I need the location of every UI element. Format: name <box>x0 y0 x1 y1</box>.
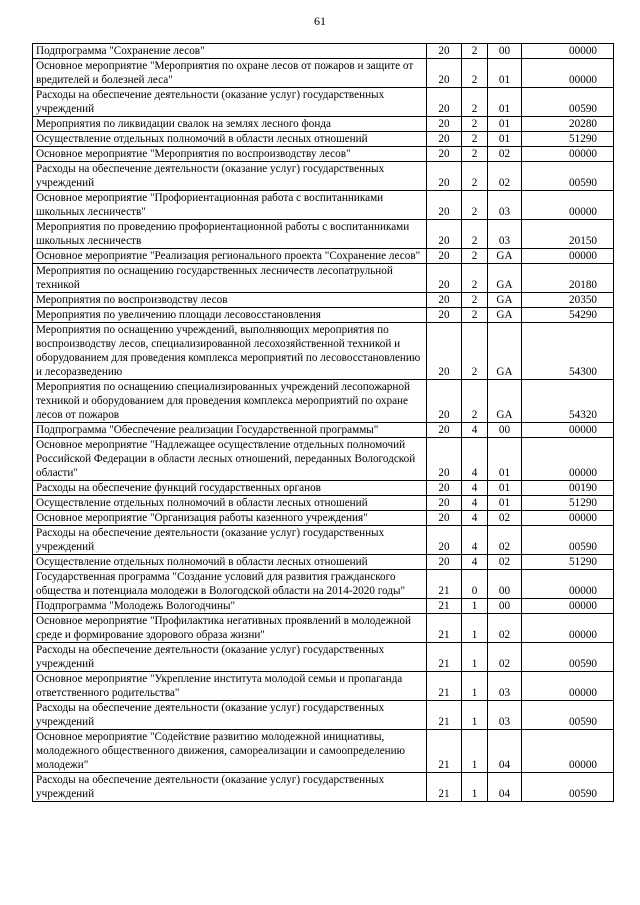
direction-code-cell: 20280 <box>522 117 614 132</box>
activity-code-cell: 04 <box>488 730 522 773</box>
subprogram-code-cell: 2 <box>462 162 488 191</box>
table-row <box>33 599 614 614</box>
direction-code-cell: 00000 <box>522 191 614 220</box>
program-code-cell: 20 <box>427 132 462 147</box>
row-name-cell: Расходы на обеспечение деятельности (оказание услуг) государственных учреждений <box>33 162 427 191</box>
subprogram-code-cell: 1 <box>462 614 488 643</box>
direction-code-cell: 00000 <box>522 672 614 701</box>
activity-code-cell: 01 <box>488 88 522 117</box>
subprogram-code-cell: 4 <box>462 423 488 438</box>
subprogram-code-cell: 2 <box>462 249 488 264</box>
direction-code-cell: 54290 <box>522 308 614 323</box>
table-row <box>33 220 614 249</box>
subprogram-code-cell: 2 <box>462 132 488 147</box>
table-row <box>33 773 614 802</box>
program-code-cell: 20 <box>427 59 462 88</box>
direction-code-cell: 00000 <box>522 44 614 59</box>
activity-code-cell: GA <box>488 293 522 308</box>
table-row <box>33 117 614 132</box>
table-row <box>33 44 614 59</box>
direction-code-cell: 54300 <box>522 323 614 380</box>
program-code-cell: 21 <box>427 599 462 614</box>
direction-code-cell: 00000 <box>522 570 614 599</box>
direction-code-cell: 00590 <box>522 643 614 672</box>
row-name-cell: Основное мероприятие "Укрепление института молодой семьи и пропаганда ответственного родительства" <box>33 672 427 701</box>
budget-table <box>32 43 614 802</box>
program-code-cell: 20 <box>427 438 462 481</box>
table-row <box>33 555 614 570</box>
program-code-cell: 21 <box>427 672 462 701</box>
row-name-cell: Основное мероприятие "Профориентационная работа с воспитанниками школьных лесничеств" <box>33 191 427 220</box>
activity-code-cell: 02 <box>488 147 522 162</box>
row-name-cell: Расходы на обеспечение деятельности (оказание услуг) государственных учреждений <box>33 773 427 802</box>
row-name-cell: Мероприятия по воспроизводству лесов <box>33 293 427 308</box>
direction-code-cell: 00000 <box>522 249 614 264</box>
table-row <box>33 438 614 481</box>
subprogram-code-cell: 2 <box>462 117 488 132</box>
row-name-cell: Основное мероприятие "Мероприятия по воспроизводству лесов" <box>33 147 427 162</box>
activity-code-cell: 01 <box>488 438 522 481</box>
table-row <box>33 481 614 496</box>
subprogram-code-cell: 1 <box>462 599 488 614</box>
row-name-cell: Расходы на обеспечение деятельности (оказание услуг) государственных учреждений <box>33 701 427 730</box>
program-code-cell: 20 <box>427 220 462 249</box>
row-name-cell: Основное мероприятие "Мероприятия по охране лесов от пожаров и защите от вредителей и болезней леса" <box>33 59 427 88</box>
program-code-cell: 20 <box>427 293 462 308</box>
activity-code-cell: 03 <box>488 701 522 730</box>
subprogram-code-cell: 2 <box>462 380 488 423</box>
subprogram-code-cell: 1 <box>462 701 488 730</box>
subprogram-code-cell: 4 <box>462 555 488 570</box>
row-name-cell: Основное мероприятие "Содействие развитию молодежной инициативы, молодежного общественного движения, самореализации и самоопределению молодежи" <box>33 730 427 773</box>
table-row <box>33 323 614 380</box>
activity-code-cell: 02 <box>488 614 522 643</box>
row-name-cell: Государственная программа "Создание условий для развития гражданского общества и потенциала молодежи в Вологодской области на 2014-2020 годы" <box>33 570 427 599</box>
activity-code-cell: 02 <box>488 555 522 570</box>
subprogram-code-cell: 2 <box>462 44 488 59</box>
row-name-cell: Мероприятия по оснащению учреждений, выполняющих мероприятия по воспроизводству лесов, специализированной лесохозяйственной техникой и оборудованием для проведения комплекса мероприятий по лесовосстановлению и лесоразведению <box>33 323 427 380</box>
direction-code-cell: 00000 <box>522 730 614 773</box>
subprogram-code-cell: 4 <box>462 496 488 511</box>
activity-code-cell: 00 <box>488 44 522 59</box>
row-name-cell: Основное мероприятие "Профилактика негативных проявлений в молодежной среде и формирование здорового образа жизни" <box>33 614 427 643</box>
row-name-cell: Мероприятия по оснащению специализированных учреждений лесопожарной техникой и оборудованием для проведения комплекса мероприятий по охране лесов от пожаров <box>33 380 427 423</box>
direction-code-cell: 00000 <box>522 599 614 614</box>
row-name-cell: Расходы на обеспечение деятельности (оказание услуг) государственных учреждений <box>33 526 427 555</box>
subprogram-code-cell: 2 <box>462 220 488 249</box>
program-code-cell: 21 <box>427 773 462 802</box>
table-row <box>33 380 614 423</box>
direction-code-cell: 00000 <box>522 423 614 438</box>
row-name-cell: Осуществление отдельных полномочий в области лесных отношений <box>33 496 427 511</box>
row-name-cell: Мероприятия по проведению профориентационной работы с воспитанниками школьных лесничеств <box>33 220 427 249</box>
direction-code-cell: 00590 <box>522 526 614 555</box>
activity-code-cell: 04 <box>488 773 522 802</box>
program-code-cell: 20 <box>427 88 462 117</box>
activity-code-cell: 02 <box>488 511 522 526</box>
table-row <box>33 162 614 191</box>
row-name-cell: Основное мероприятие "Надлежащее осуществление отдельных полномочий Российской Федерации в области лесных отношений, переданных Вологодской области" <box>33 438 427 481</box>
table-row <box>33 423 614 438</box>
activity-code-cell: GA <box>488 264 522 293</box>
activity-code-cell: 00 <box>488 423 522 438</box>
subprogram-code-cell: 1 <box>462 730 488 773</box>
row-name-cell: Основное мероприятие "Организация работы казенного учреждения" <box>33 511 427 526</box>
program-code-cell: 21 <box>427 730 462 773</box>
table-row <box>33 511 614 526</box>
direction-code-cell: 00590 <box>522 701 614 730</box>
budget-table-body <box>33 44 614 802</box>
activity-code-cell: 01 <box>488 481 522 496</box>
subprogram-code-cell: 1 <box>462 643 488 672</box>
direction-code-cell: 00590 <box>522 162 614 191</box>
row-name-cell: Подпрограмма "Сохранение лесов" <box>33 44 427 59</box>
row-name-cell: Расходы на обеспечение деятельности (оказание услуг) государственных учреждений <box>33 643 427 672</box>
subprogram-code-cell: 4 <box>462 511 488 526</box>
activity-code-cell: 02 <box>488 526 522 555</box>
activity-code-cell: GA <box>488 323 522 380</box>
table-row <box>33 526 614 555</box>
direction-code-cell: 20350 <box>522 293 614 308</box>
direction-code-cell: 51290 <box>522 132 614 147</box>
page-number: 61 <box>314 14 326 28</box>
program-code-cell: 20 <box>427 423 462 438</box>
table-row <box>33 643 614 672</box>
activity-code-cell: 03 <box>488 191 522 220</box>
table-row <box>33 570 614 599</box>
row-name-cell: Мероприятия по оснащению государственных лесничеств лесопатрульной техникой <box>33 264 427 293</box>
activity-code-cell: 01 <box>488 59 522 88</box>
direction-code-cell: 20180 <box>522 264 614 293</box>
subprogram-code-cell: 2 <box>462 147 488 162</box>
table-row <box>33 88 614 117</box>
subprogram-code-cell: 2 <box>462 88 488 117</box>
row-name-cell: Расходы на обеспечение функций государственных органов <box>33 481 427 496</box>
direction-code-cell: 51290 <box>522 496 614 511</box>
program-code-cell: 20 <box>427 555 462 570</box>
direction-code-cell: 00000 <box>522 59 614 88</box>
activity-code-cell: 01 <box>488 117 522 132</box>
row-name-cell: Расходы на обеспечение деятельности (оказание услуг) государственных учреждений <box>33 88 427 117</box>
program-code-cell: 20 <box>427 496 462 511</box>
direction-code-cell: 00590 <box>522 773 614 802</box>
subprogram-code-cell: 4 <box>462 481 488 496</box>
program-code-cell: 20 <box>427 323 462 380</box>
subprogram-code-cell: 1 <box>462 672 488 701</box>
direction-code-cell: 00590 <box>522 88 614 117</box>
program-code-cell: 20 <box>427 117 462 132</box>
activity-code-cell: 01 <box>488 496 522 511</box>
row-name-cell: Основное мероприятие "Реализация регионального проекта "Сохранение лесов" <box>33 249 427 264</box>
program-code-cell: 21 <box>427 643 462 672</box>
subprogram-code-cell: 2 <box>462 323 488 380</box>
table-row <box>33 672 614 701</box>
table-row <box>33 147 614 162</box>
table-row <box>33 308 614 323</box>
program-code-cell: 20 <box>427 511 462 526</box>
table-row <box>33 191 614 220</box>
table-row <box>33 264 614 293</box>
table-row <box>33 132 614 147</box>
direction-code-cell: 00000 <box>522 438 614 481</box>
program-code-cell: 21 <box>427 570 462 599</box>
row-name-cell: Подпрограмма "Молодежь Вологодчины" <box>33 599 427 614</box>
subprogram-code-cell: 2 <box>462 191 488 220</box>
direction-code-cell: 20150 <box>522 220 614 249</box>
program-code-cell: 20 <box>427 526 462 555</box>
activity-code-cell: 02 <box>488 162 522 191</box>
table-row <box>33 59 614 88</box>
program-code-cell: 20 <box>427 44 462 59</box>
program-code-cell: 20 <box>427 191 462 220</box>
subprogram-code-cell: 4 <box>462 438 488 481</box>
activity-code-cell: 00 <box>488 599 522 614</box>
row-name-cell: Мероприятия по увеличению площади лесовосстановления <box>33 308 427 323</box>
direction-code-cell: 00000 <box>522 511 614 526</box>
program-code-cell: 20 <box>427 249 462 264</box>
activity-code-cell: 00 <box>488 570 522 599</box>
subprogram-code-cell: 2 <box>462 264 488 293</box>
table-row <box>33 614 614 643</box>
program-code-cell: 20 <box>427 308 462 323</box>
program-code-cell: 20 <box>427 264 462 293</box>
row-name-cell: Осуществление отдельных полномочий в области лесных отношений <box>33 555 427 570</box>
program-code-cell: 20 <box>427 380 462 423</box>
direction-code-cell: 54320 <box>522 380 614 423</box>
table-row <box>33 293 614 308</box>
direction-code-cell: 00190 <box>522 481 614 496</box>
subprogram-code-cell: 4 <box>462 526 488 555</box>
activity-code-cell: GA <box>488 308 522 323</box>
program-code-cell: 20 <box>427 481 462 496</box>
subprogram-code-cell: 2 <box>462 293 488 308</box>
table-row <box>33 496 614 511</box>
activity-code-cell: 03 <box>488 220 522 249</box>
program-code-cell: 21 <box>427 701 462 730</box>
subprogram-code-cell: 1 <box>462 773 488 802</box>
program-code-cell: 21 <box>427 614 462 643</box>
activity-code-cell: 03 <box>488 672 522 701</box>
table-row <box>33 701 614 730</box>
row-name-cell: Осуществление отдельных полномочий в области лесных отношений <box>33 132 427 147</box>
row-name-cell: Подпрограмма "Обеспечение реализации Государственной программы" <box>33 423 427 438</box>
program-code-cell: 20 <box>427 162 462 191</box>
subprogram-code-cell: 2 <box>462 59 488 88</box>
program-code-cell: 20 <box>427 147 462 162</box>
direction-code-cell: 00000 <box>522 147 614 162</box>
activity-code-cell: GA <box>488 249 522 264</box>
table-row <box>33 730 614 773</box>
activity-code-cell: 02 <box>488 643 522 672</box>
activity-code-cell: 01 <box>488 132 522 147</box>
direction-code-cell: 51290 <box>522 555 614 570</box>
table-row <box>33 249 614 264</box>
direction-code-cell: 00000 <box>522 614 614 643</box>
subprogram-code-cell: 2 <box>462 308 488 323</box>
activity-code-cell: GA <box>488 380 522 423</box>
row-name-cell: Мероприятия по ликвидации свалок на землях лесного фонда <box>33 117 427 132</box>
subprogram-code-cell: 0 <box>462 570 488 599</box>
